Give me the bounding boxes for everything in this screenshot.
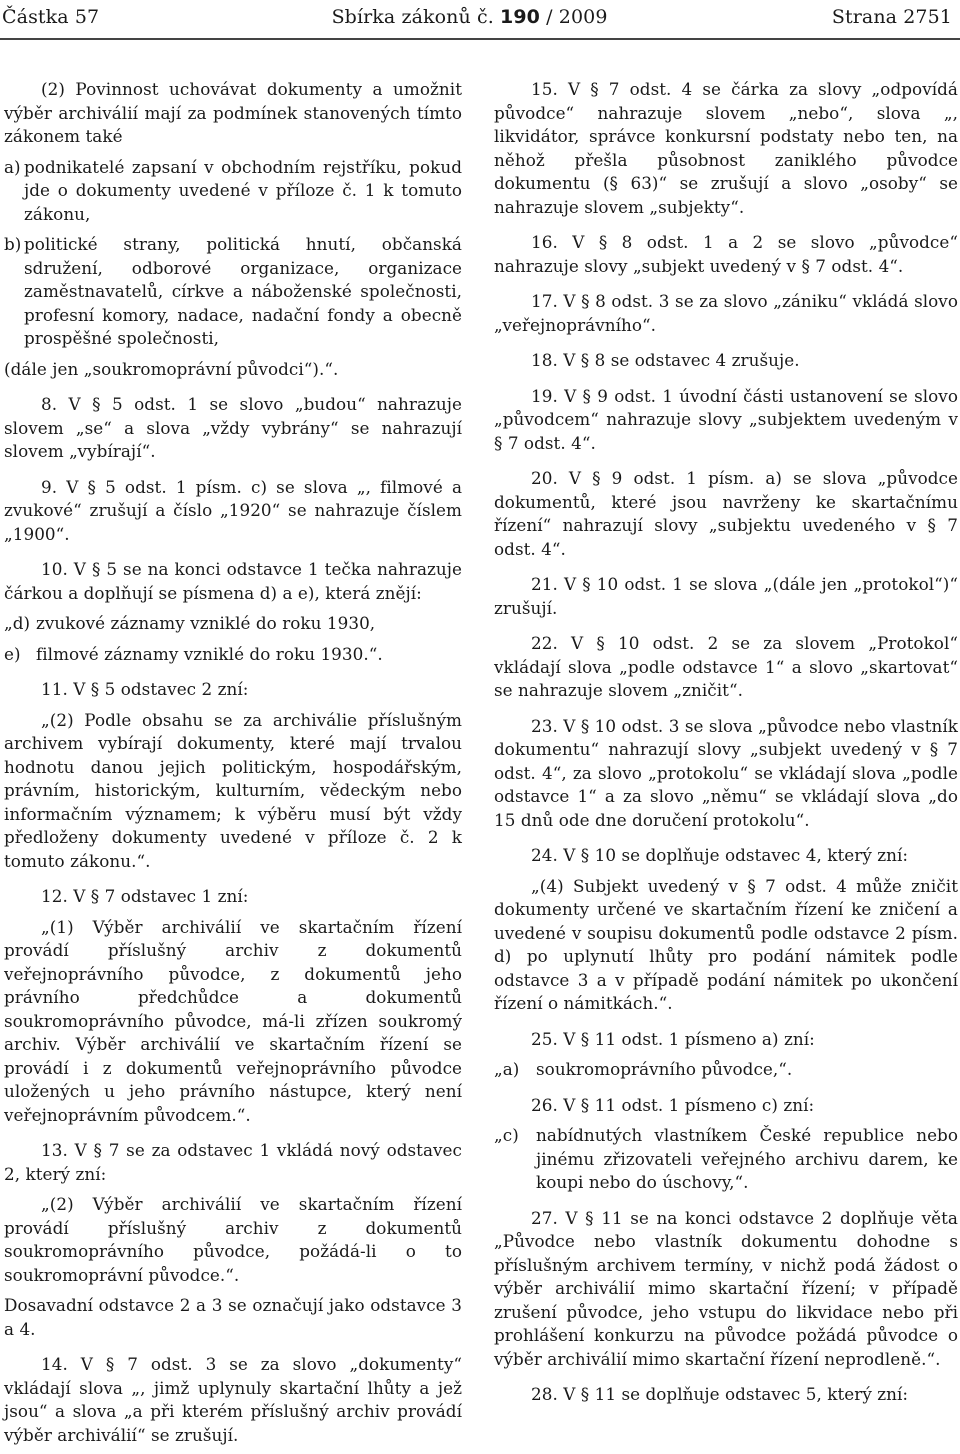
item-text: zvukové záznamy vzniklé do roku 1930, (36, 613, 376, 633)
law-number: 190 (500, 6, 540, 28)
amendment-10: 10. V § 5 se na konci odstavce 1 tečka nahrazuje čárkou a doplňují se písmena d) a e), která znějí: (4, 559, 462, 603)
item-label: „d) (4, 613, 31, 633)
amendment-28: 28. V § 11 se doplňuje odstavec 5, který zní: (531, 1384, 909, 1404)
collection-prefix: Sbírka zákonů č. (331, 6, 494, 28)
item-label: b) (4, 234, 22, 254)
quoted-text: „(4) Subjekt uvedený v § 7 odst. 4 může zničit dokumenty určené ve skartačním řízení ke zničení a uvedené v soupisu dokumentů podle odstavce 2 písm. d) po uplynutí lhůty pro podání námitek podle odstavce 3 a v případě podání námitek po ukončení řízení o námitkách.“. (494, 875, 958, 1013)
item-text: politické strany, politická hnutí, občanská sdružení, odborové organizace, organizace zaměstnavatelů, církve a náboženské společnosti, profesní komory, nadace, nadační fondy a obecně prospěšné společnosti, (24, 234, 462, 348)
left-column (4, 78, 462, 1454)
amendment-8: 8. V § 5 odst. 1 se slovo „budou“ nahrazuje slovem „se“ a slova „vždy vybrány“ se nahrazují slovem „vybírají“. (4, 394, 462, 461)
issue-label: Částka 57 (2, 6, 100, 28)
amendment-17: 17. V § 8 odst. 3 se za slovo „zániku“ vkládá slovo „veřejnoprávního“. (494, 291, 958, 335)
list-item (494, 1058, 958, 1082)
item-label: „a) (494, 1059, 520, 1079)
list-item (494, 1124, 958, 1195)
amendment-20: 20. V § 9 odst. 1 písm. a) se slova „původce dokumentů, které jsou navrženy ke skartačnímu řízení“ nahrazují slovy „subjektu uvedeného v § 7 odst. 4“. (494, 468, 958, 559)
collection-title (332, 6, 608, 28)
right-column (494, 78, 958, 1414)
item-text: nabídnutých vlastníkem České republice nebo jinému zřizovateli veřejného archivu darem, ke koupi nebo do úschovy,“. (536, 1125, 958, 1192)
amendment-15: 15. V § 7 odst. 4 se čárka za slovy „odpovídá původce“ nahrazuje slovem „nebo“, slova „, likvidátor, správce konkursní podstaty nebo ten, na něhož přešla působnost zaniklého původce dokumentu (§ 63)“ se zrušují a slovo „osoby“ se nahrazuje slovem „subjekty“. (494, 79, 958, 217)
list-item (4, 233, 462, 351)
item-label: e) (4, 643, 21, 664)
amendment-21: 21. V § 10 odst. 1 se slova „(dále jen „protokol“)“ zrušují. (494, 574, 958, 618)
list-item (4, 643, 462, 667)
paragraph: (dále jen „soukromoprávní původci“).“. (4, 358, 339, 379)
list-item (4, 156, 462, 227)
amendment-9: 9. V § 5 odst. 1 písm. c) se slova „, filmové a zvukové“ zrušují a číslo „1920“ se nahrazuje číslem „1900“. (4, 476, 462, 544)
page-header (2, 6, 952, 30)
amendment-23: 23. V § 10 odst. 3 se slova „původce nebo vlastník dokumentu“ nahrazují slovy „subjekt uvedený v § 7 odst. 4“, za slovo „protokolu“ se vkládají slova „podle odstavce 1“ a za slovo „němu“ se vkládají slova „do 15 dnů ode dne doručení protokolu“. (494, 715, 958, 830)
amendment-19: 19. V § 9 odst. 1 úvodní části ustanovení se slovo „původcem“ nahrazuje slovy „subjektem uvedeným v § 7 odst. 4“. (494, 385, 958, 453)
amendment-11: 11. V § 5 odstavec 2 zní: (41, 679, 249, 699)
amendment-16: 16. V § 8 odst. 1 a 2 se slovo „původce“ nahrazuje slovy „subjekt uvedený v § 7 odst. 4“. (494, 232, 958, 276)
item-text: soukromoprávního původce,“. (536, 1059, 793, 1079)
amendment-14: 14. V § 7 odst. 3 se za slovo „dokumenty“ vkládají slova „, jimž uplynuly skartační lhůty a jež jsou“ a slova „a při kterém příslušný archiv provádí výběr archiválií“ se zrušují. (4, 1354, 462, 1445)
law-year: / 2009 (546, 6, 608, 28)
amendment-27: 27. V § 11 se na konci odstavce 2 doplňuje věta „Původce nebo vlastník dokumentu dohodne s příslušným archivem termíny, v nichž podá žádost o výběr archiválií mimo skartační řízení; v případě zrušení původce, jeho vstupu do likvidace nebo při prohlášení konkurzu na původce požádá původce o výběr archiválií mimo skartační řízení neprodleně.“. (494, 1207, 958, 1369)
amendment-24: 24. V § 10 se doplňuje odstavec 4, který zní: (531, 845, 909, 865)
header-rule (0, 38, 960, 40)
list-item (4, 612, 462, 636)
paragraph: Dosavadní odstavce 2 a 3 se označují jako odstavce 3 a 4. (4, 1295, 462, 1339)
item-text: filmové záznamy vzniklé do roku 1930.“. (36, 643, 383, 664)
amendment-25: 25. V § 11 odst. 1 písmeno a) zní: (531, 1028, 815, 1049)
amendment-18: 18. V § 8 se odstavec 4 zrušuje. (531, 350, 800, 370)
amendment-12: 12. V § 7 odstavec 1 zní: (41, 886, 249, 906)
paragraph: (2) Povinnost uchovávat dokumenty a umožnit výběr archiválií mají za podmínek stanovených tímto zákonem také (4, 79, 462, 146)
quoted-text: „(1) Výběr archiválií ve skartačním řízení provádí příslušný archiv z dokumentů veřejnoprávního původce, z dokumentů jeho právního předchůdce a dokumentů soukromoprávního původce, má-li zřízen soukromý archiv. Výběr archiválií ve skartačním řízení se provádí i z dokumentů veřejnoprávního původce uložených u jeho právního nástupce, který není veřejnoprávním původcem.“. (4, 916, 462, 1125)
quoted-text: „(2) Podle obsahu se za archiválie příslušným archivem vybírají dokumenty, které mají trvalou hodnotu danou jejich politickým, hospodářským, právním, historickým, kulturním, vědeckým nebo informačním významem; k výběru musí být vždy předloženy dokumenty uvedené v příloze č. 2 k tomuto zákonu.“. (4, 709, 462, 871)
amendment-26: 26. V § 11 odst. 1 písmeno c) zní: (531, 1094, 815, 1115)
amendment-22: 22. V § 10 odst. 2 se za slovem „Protokol“ vkládají slova „podle odstavce 1“ a slovo „skartovat“ se nahrazuje slovem „zničit“. (494, 633, 958, 700)
quoted-text: „(2) Výběr archiválií ve skartačním řízení provádí příslušný archiv z dokumentů soukromoprávního původce, požádá-li o to soukromoprávní původce.“. (4, 1194, 462, 1285)
amendment-13: 13. V § 7 se za odstavec 1 vkládá nový odstavec 2, který zní: (4, 1140, 462, 1184)
item-label: „c) (494, 1125, 519, 1145)
item-label: a) (4, 156, 21, 177)
item-text: podnikatelé zapsaní v obchodním rejstříku, pokud jde o dokumenty uvedené v příloze č. 1 k tomuto zákonu, (24, 156, 462, 224)
page-number: Strana 2751 (831, 6, 952, 28)
